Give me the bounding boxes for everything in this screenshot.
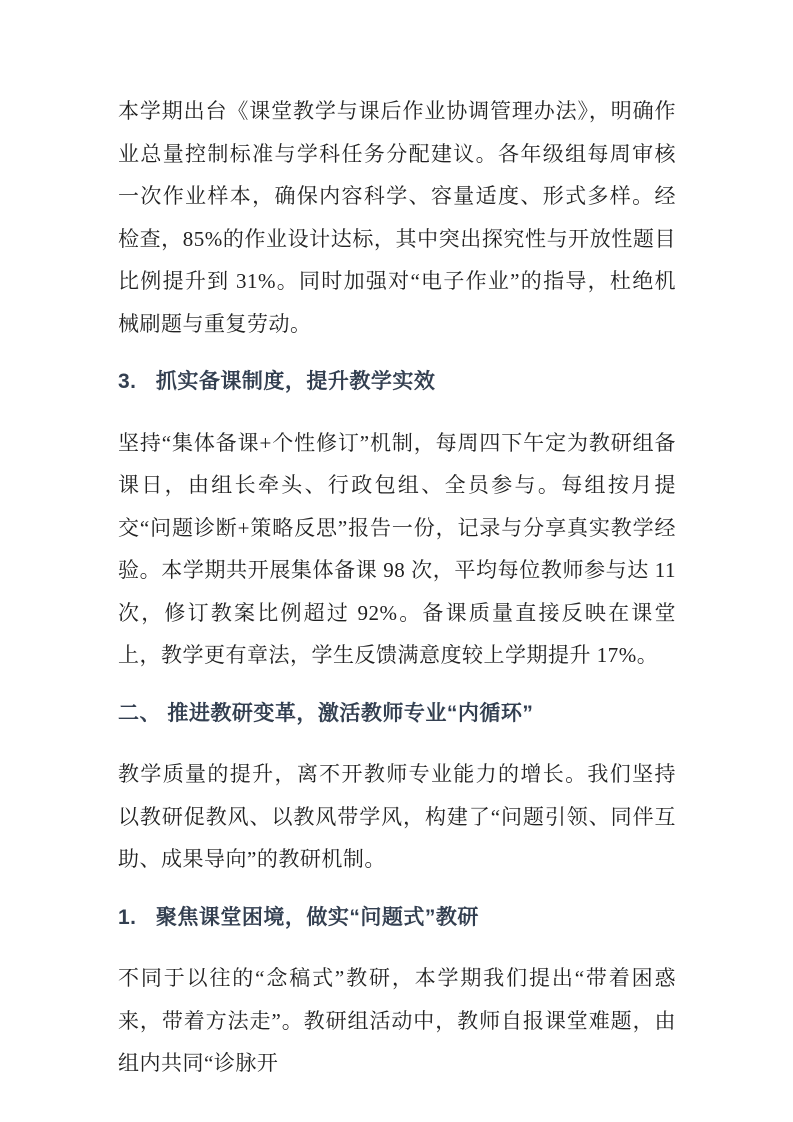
subheading-1-title: 聚焦课堂困境，做实“问题式”教研 [155, 905, 479, 929]
paragraph-problem-research-detail: 不同于以往的“念稿式”教研，本学期我们提出“带着困惑来，带着方法走”。教研组活动中，教师自报课堂难题，由组内共同“诊脉开 [118, 966, 676, 1075]
subheading-3-title: 抓实备课制度，提升教学实效 [155, 370, 436, 393]
subheading-1-problem-based-research [118, 897, 676, 940]
heading-section-2-teaching-research [118, 693, 676, 736]
heading-section-2-number: 二、 [118, 701, 161, 725]
paragraph-research-mechanism: 教学质量的提升，离不开教师专业能力的增长。我们坚持以教研促教风、以教风带学风，构建了“问题引领、同伴互助、成果导向”的教研机制。 [118, 762, 676, 871]
paragraph-homework-policy: 本学期出台《课堂教学与课后作业协调管理办法》，明确作业总量控制标准与学科任务分配建议。各年级组每周审核一次作业样本，确保内容科学、容量适度、形式多样。经检查，85%的作业设计达标，其中突出探究性与开放性题目比例提升到 31%。同时加强对“电子作业”的指导，杜绝机械刷题与重复劳动。 [118, 99, 676, 336]
heading-section-2-title: 推进教研变革，激活教师专业“内循环” [167, 701, 534, 725]
subheading-1-number: 1. [118, 905, 137, 929]
subheading-3-lesson-prep [118, 361, 676, 404]
paragraph-collective-prep: 坚持“集体备课+个性修订”机制，每周四下午定为教研组备课日，由组长牵头、行政包组、全员参与。每组按月提交“问题诊断+策略反思”报告一份，记录与分享真实教学经验。本学期共开展集体备课 98 次，平均每位教师参与达 11 次，修订教案比例超过 92%。备课质量直接反映在课堂上，教学更有章法，学生反馈满意度较上学期提升 17%。 [118, 430, 676, 667]
subheading-3-number: 3. [118, 370, 137, 393]
